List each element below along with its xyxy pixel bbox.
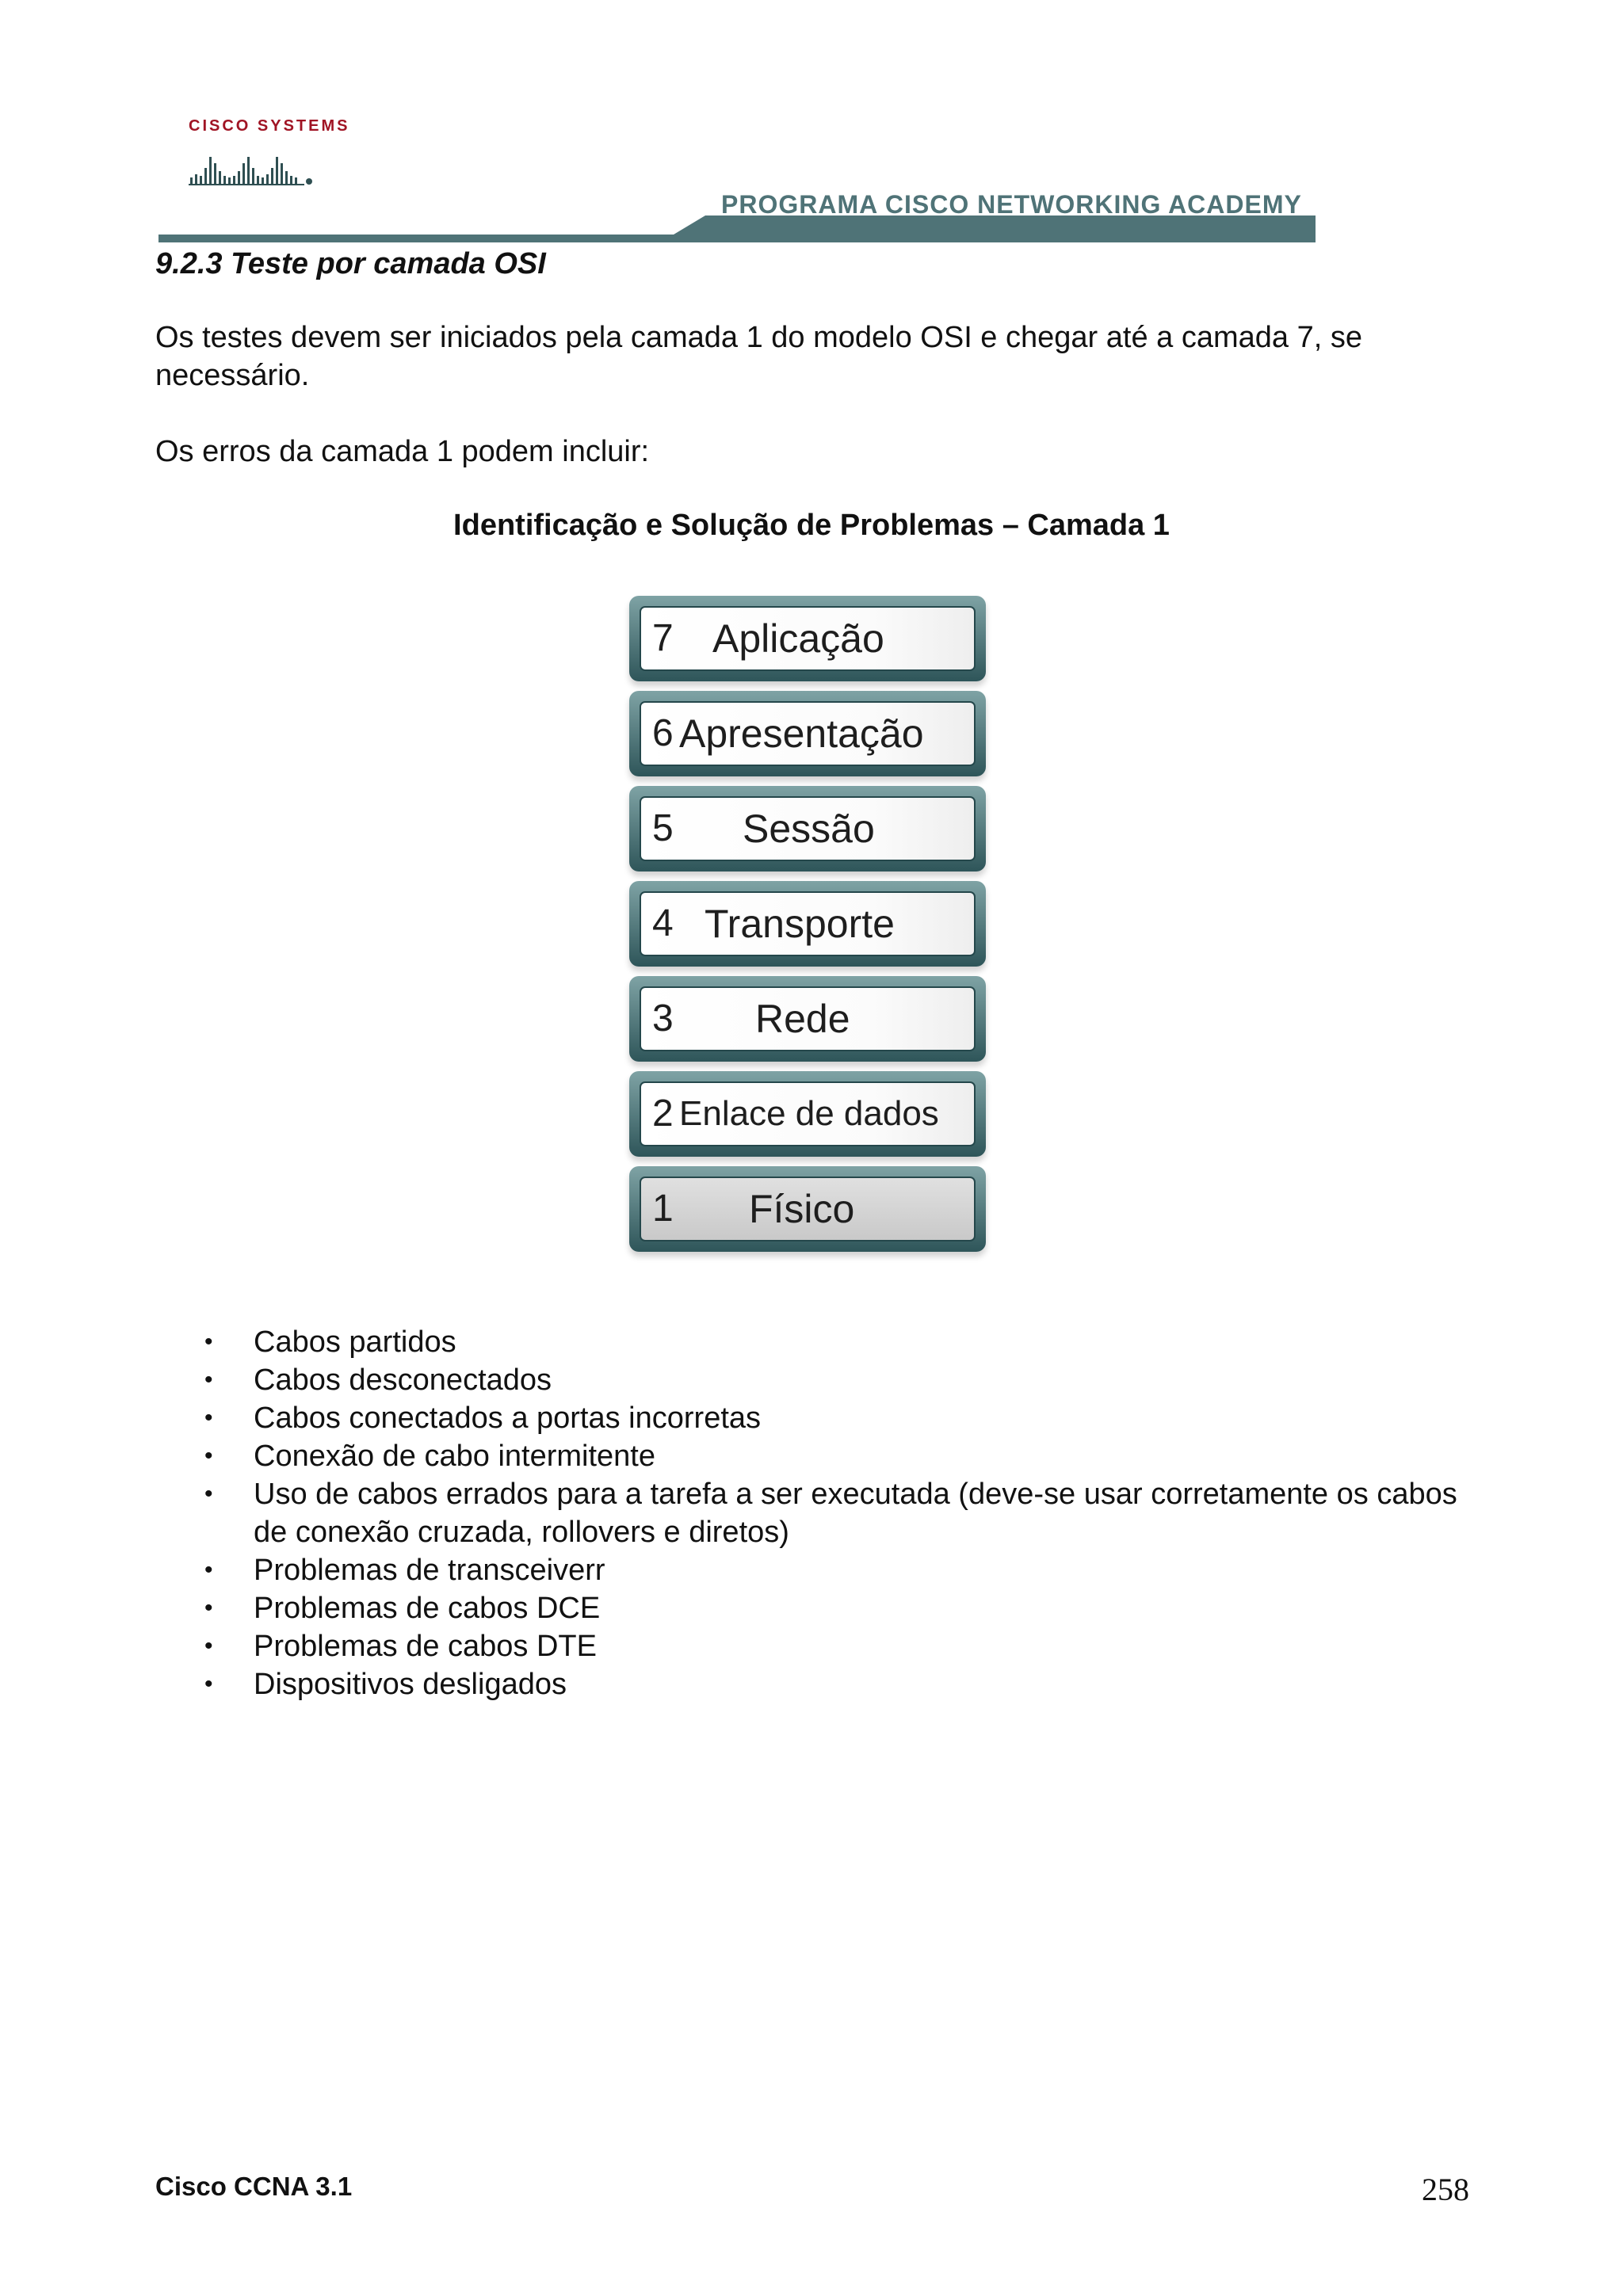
layer-name: Aplicação	[712, 616, 884, 661]
academy-banner	[158, 187, 1316, 244]
layer-number: 7	[652, 617, 674, 659]
layer-name: Físico	[749, 1187, 855, 1231]
layer1-errors-list	[155, 1323, 1487, 1703]
page-number: 258	[1422, 2172, 1469, 2207]
osi-layer-5	[629, 786, 986, 871]
layer-name: Apresentação	[679, 711, 924, 756]
osi-layer-6	[629, 691, 986, 776]
list-item: • Problemas de transceiverr	[155, 1551, 1487, 1589]
osi-layer-1	[629, 1166, 986, 1252]
cisco-systems-logo	[189, 117, 350, 196]
list-item: • Problemas de cabos DCE	[155, 1589, 1487, 1627]
list-item: • Cabos desconectados	[155, 1361, 1487, 1399]
layer-number: 5	[652, 807, 674, 849]
section-title: 9.2.3 Teste por camada OSI	[155, 247, 546, 280]
list-item: • Dispositivos desligados	[155, 1665, 1487, 1703]
intro-paragraph: Os testes devem ser iniciados pela camada 1 do modelo OSI e chegar até a camada 7, se necessário.	[155, 321, 1362, 392]
layer-name: Sessão	[743, 807, 875, 851]
cisco-bridge-bars-icon	[189, 146, 315, 185]
errors-intro-paragraph: Os erros da camada 1 podem incluir:	[155, 435, 650, 468]
logo-text: CISCO SYSTEMS	[189, 117, 350, 135]
list-item: • Cabos conectados a portas incorretas	[155, 1399, 1487, 1437]
list-item: • Conexão de cabo intermitente	[155, 1437, 1487, 1475]
list-item: • Uso de cabos errados para a tarefa a ser executada (deve-se usar corretamente os cabos de conexão cruzada, rollovers e diretos)	[155, 1475, 1487, 1551]
banner-title: PROGRAMA CISCO NETWORKING ACADEMY	[721, 190, 1302, 219]
osi-layer-7	[629, 596, 986, 681]
layer-number: 4	[652, 902, 674, 944]
layer-number: 1	[652, 1188, 674, 1230]
layer-name: Rede	[755, 997, 850, 1041]
figure-title: Identificação e Solução de Problemas – Camada 1	[453, 509, 1170, 542]
layer-number: 2	[652, 1093, 674, 1135]
layer-name: Enlace de dados	[679, 1094, 939, 1133]
layer-number: 6	[652, 712, 674, 754]
list-item: • Cabos partidos	[155, 1323, 1487, 1361]
osi-layer-3	[629, 976, 986, 1062]
list-item: • Problemas de cabos DTE	[155, 1627, 1487, 1665]
osi-layer-2	[629, 1071, 986, 1157]
footer-course-name: Cisco CCNA 3.1	[155, 2172, 353, 2201]
layer-number: 3	[652, 997, 674, 1039]
osi-layer-4	[629, 881, 986, 967]
layer-name: Transporte	[705, 902, 895, 946]
osi-layer-stack	[629, 596, 994, 1269]
